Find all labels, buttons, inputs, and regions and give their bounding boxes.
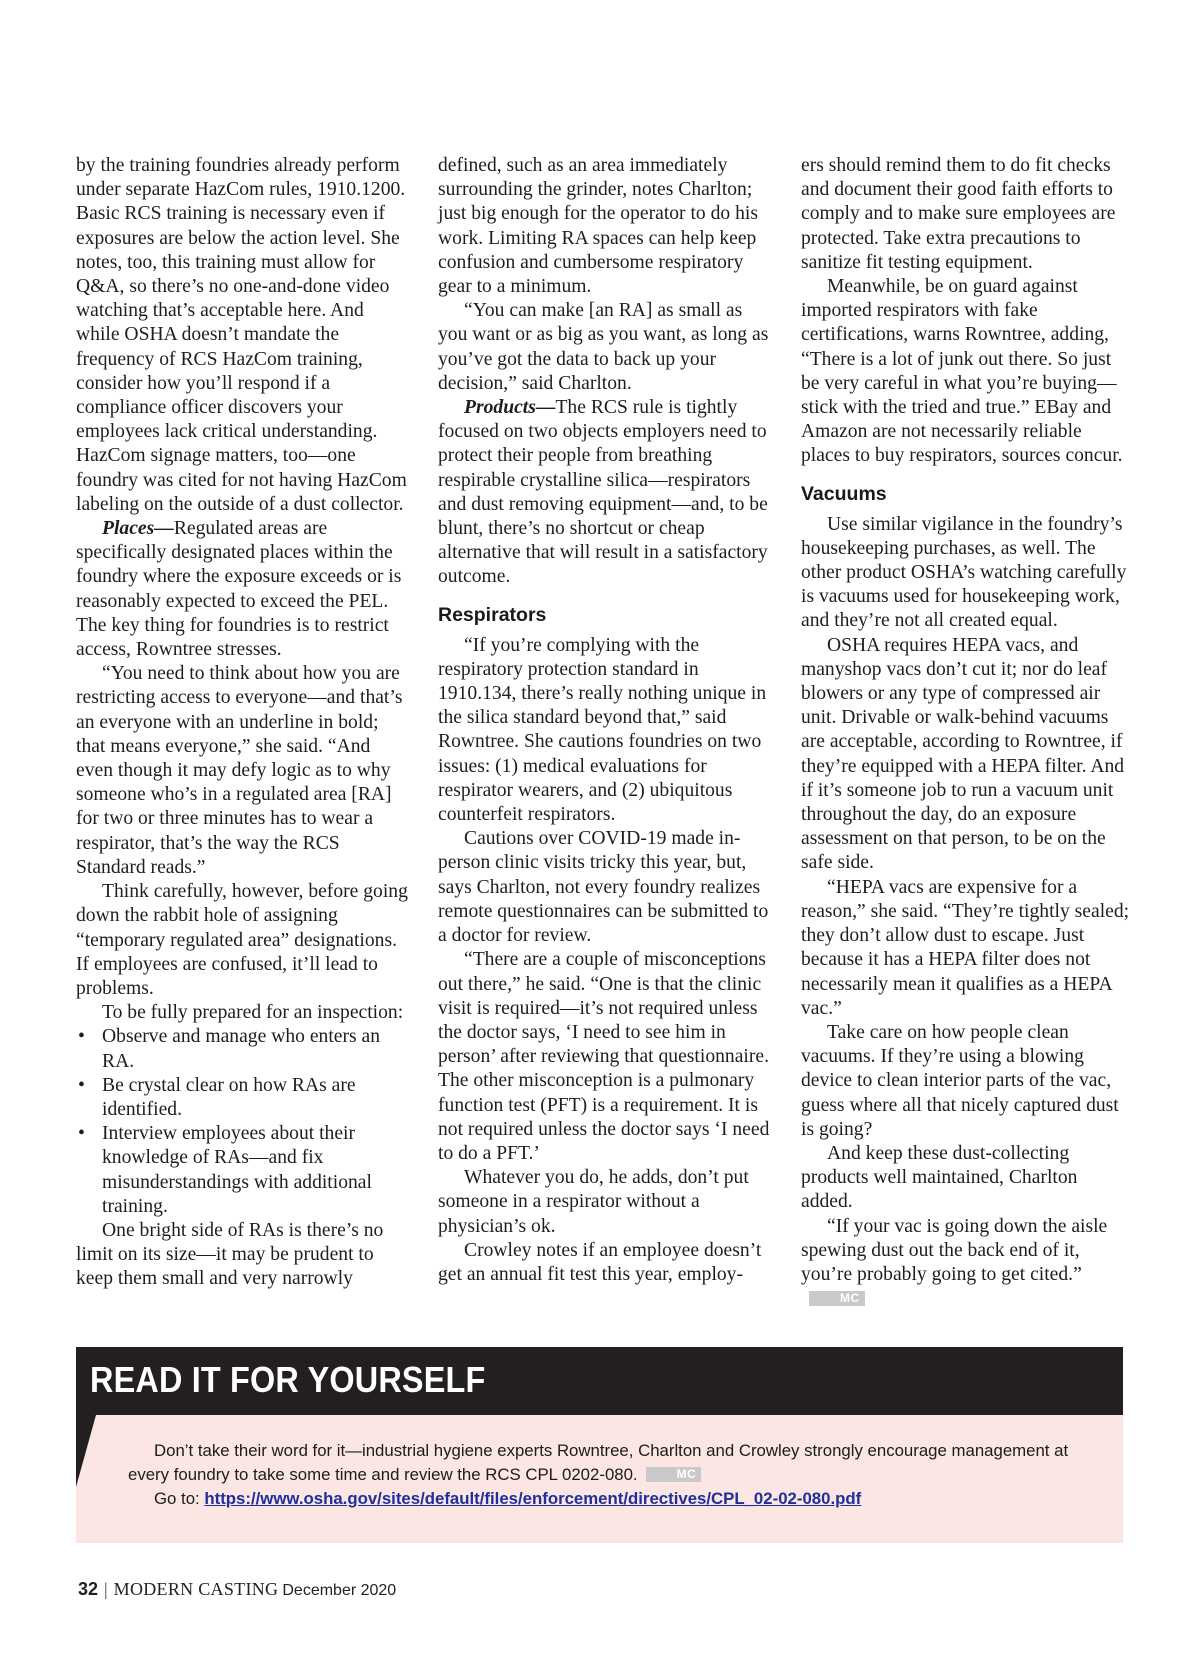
callout-text — [128, 1439, 1103, 1487]
article-column-3 — [801, 154, 1133, 1311]
paragraph: ers should remind them to do fit checks and document their good faith efforts to comply and to make sure employees are protected. Take extra precautions to sanitize fit testing equipment. — [801, 155, 1116, 273]
read-it-callout-box — [76, 1347, 1123, 1543]
paragraph: Cautions over COVID-19 made in-person clinic visits tricky this year, but, says Charlton, not every foundry realizes remote questionnaires can be submitted to a doctor for review. — [438, 828, 769, 947]
end-mark-badge: MC — [809, 1291, 865, 1306]
page-number: 32 — [78, 1579, 99, 1599]
callout-body — [128, 1439, 1103, 1511]
list-item: • Interview employees about their knowledge of RAs—and fix misunderstandings with additional training. — [76, 1122, 408, 1219]
paragraph: Take care on how people clean vacuums. If they’re using a blowing device to clean interior parts of the vac, guess where all that nicely captured dust is going? — [801, 1021, 1119, 1140]
section-heading-respirators: Respirators — [438, 603, 547, 626]
article-column-2 — [438, 154, 770, 1287]
cpl-document-link[interactable]: https://www.osha.gov/sites/default/files/enforcement/directives/CPL_02-02-080.pdf — [204, 1489, 862, 1508]
paragraph: defined, such as an area immediately surrounding the grinder, notes Charlton; just big enough for the operator to do his work. Limiting RA spaces can help keep confusion and cumbersome respiratory gear to a minimum. — [438, 155, 758, 298]
paragraph — [76, 517, 408, 662]
run-in-head-products: Products— — [464, 397, 556, 419]
paragraph: by the training foundries already perform under separate HazCom rules, 1910.1200. Basic RCS training is necessary even if exposures are below the action level. She notes, too, this training must allow for Q&A, so there’s no one-and-done video watching that’s acceptable here. And while OSHA doesn’t mandate the frequency of RCS HazCom training, consider how you’ll respond if a compliance officer discovers your employees lack critical understanding. HazCom signage matters, too—one foundry was cited for not having HazCom labeling on the outside of a dust collector. — [76, 155, 407, 515]
paragraph: “You need to think about how you are restricting access to everyone—and that’s an everyone with an underline in bold; that means everyone,” she said. “And even though it may defy logic as to why someone who’s in a regulated area [RA] for two or three minutes has to wear a respirator, that’s the way the RCS Standard reads.” — [76, 663, 403, 878]
paragraph-text: “If your vac is going down the aisle spewing dust out the back end of it, you’re probably going to get cited.” — [801, 1215, 1108, 1285]
paragraph: And keep these dust-collecting products well maintained, Charlton added. — [801, 1142, 1078, 1213]
paragraph: Think carefully, however, before going down the rabbit hole of assigning “temporary regulated area” designations. If employees are confused, it’ll lead to problems. — [76, 881, 408, 999]
paragraph — [801, 1215, 1133, 1312]
paragraph: Meanwhile, be on guard against imported respirators with fake certifications, warns Rowntree, adding, “There is a lot of junk out there. So just be very careful in what you’re buying—stick with the tried and true.” EBay and Amazon are not necessarily reliable places to buy respirators, sources concur. — [801, 276, 1123, 467]
callout-corner-wedge — [76, 1415, 96, 1487]
paragraph: Whatever you do, he adds, don’t put someone in a respirator without a physician’s ok. — [438, 1167, 749, 1237]
paragraph — [438, 396, 770, 590]
paragraph: “There are a couple of misconceptions out there,” he said. “One is that the clinic visit is required—it’s not required unless the doctor says, ‘I need to see him in person’ after reviewing that questionnaire. The other misconception is a pulmonary function test (PFT) is a requirement. It is not required unless the doctor says ‘I need to do a PFT.’ — [438, 949, 770, 1164]
paragraph: “You can make [an RA] as small as you want or as big as you want, as long as you’ve got the data to back up your decision,” said Charlton. — [438, 300, 769, 394]
paragraph: One bright side of RAs is there’s no limit on its size—it may be prudent to keep them small and very narrowly — [76, 1219, 384, 1290]
callout-title: READ IT FOR YOURSELF — [90, 1359, 486, 1400]
goto-label: Go to: — [154, 1489, 205, 1508]
bullet-list — [76, 1025, 408, 1219]
paragraph: Use similar vigilance in the foundry’s housekeeping purchases, as well. The other product OSHA’s watching carefully is vacuums used for housekeeping work, and they’re not all created equal. — [801, 513, 1127, 632]
paragraph: To be fully prepared for an inspection: — [102, 1002, 404, 1024]
footer-separator: | — [104, 1579, 108, 1599]
section-heading-vacuums: Vacuums — [801, 482, 887, 505]
callout-header-bar — [76, 1347, 1123, 1415]
callout-goto-line — [128, 1487, 1103, 1511]
magazine-name: MODERN CASTING — [113, 1579, 279, 1599]
mc-badge: MC — [646, 1467, 702, 1482]
article-column-1 — [76, 154, 408, 1292]
list-item: • Be crystal clear on how RAs are identified. — [76, 1074, 408, 1122]
callout-sentence: Don’t take their word for it—industrial hygiene experts Rowntree, Charlton and Crowley strongly encourage management at every foundry to take some time and review the RCS CPL 0202-080. — [128, 1441, 1069, 1484]
paragraph-text: The RCS rule is tightly focused on two objects employers need to protect their people from breathing respirable crystalline silica—respirators and dust removing equipment—and, to be blunt, there’s no shortcut or cheap alternative that will result in a satisfactory outcome. — [438, 397, 768, 588]
run-in-head-places: Places— — [102, 518, 174, 540]
paragraph: “HEPA vacs are expensive for a reason,” she said. “They’re tightly sealed; they don’t allow dust to escape. Just because it has a HEPA filter does not necessarily mean it qualifies as a HEPA vac.” — [801, 876, 1130, 1019]
paragraph-text: Regulated areas are specifically designated places within the foundry where the exposure exceeds or is reasonably expected to exceed the PEL. The key thing for foundries is to restrict access, Rowntree stresses. — [76, 518, 402, 661]
paragraph: Crowley notes if an employee doesn’t get an annual fit test this year, employ- — [438, 1239, 762, 1285]
issue-date: December 2020 — [282, 1582, 397, 1599]
page-footer — [78, 1578, 396, 1602]
paragraph: “If you’re complying with the respiratory protection standard in 1910.134, there’s really nothing unique in the silica standard beyond that,” said Rowntree. She cautions foundries on two issues: (1) medical evaluations for respirator wearers, and (2) ubiquitous counterfeit respirators. — [438, 634, 767, 826]
list-item: • Observe and manage who enters an RA. — [76, 1025, 408, 1073]
paragraph: OSHA requires HEPA vacs, and manyshop vacs don’t cut it; nor do leaf blowers or any type of compressed air unit. Drivable or walk-behind vacuums are acceptable, according to Rowntree, if they’re equipped with a HEPA filter. And if it’s someone job to run a vacuum unit throughout the day, do an exposure assessment on that person, to be on the safe side. — [801, 634, 1125, 874]
